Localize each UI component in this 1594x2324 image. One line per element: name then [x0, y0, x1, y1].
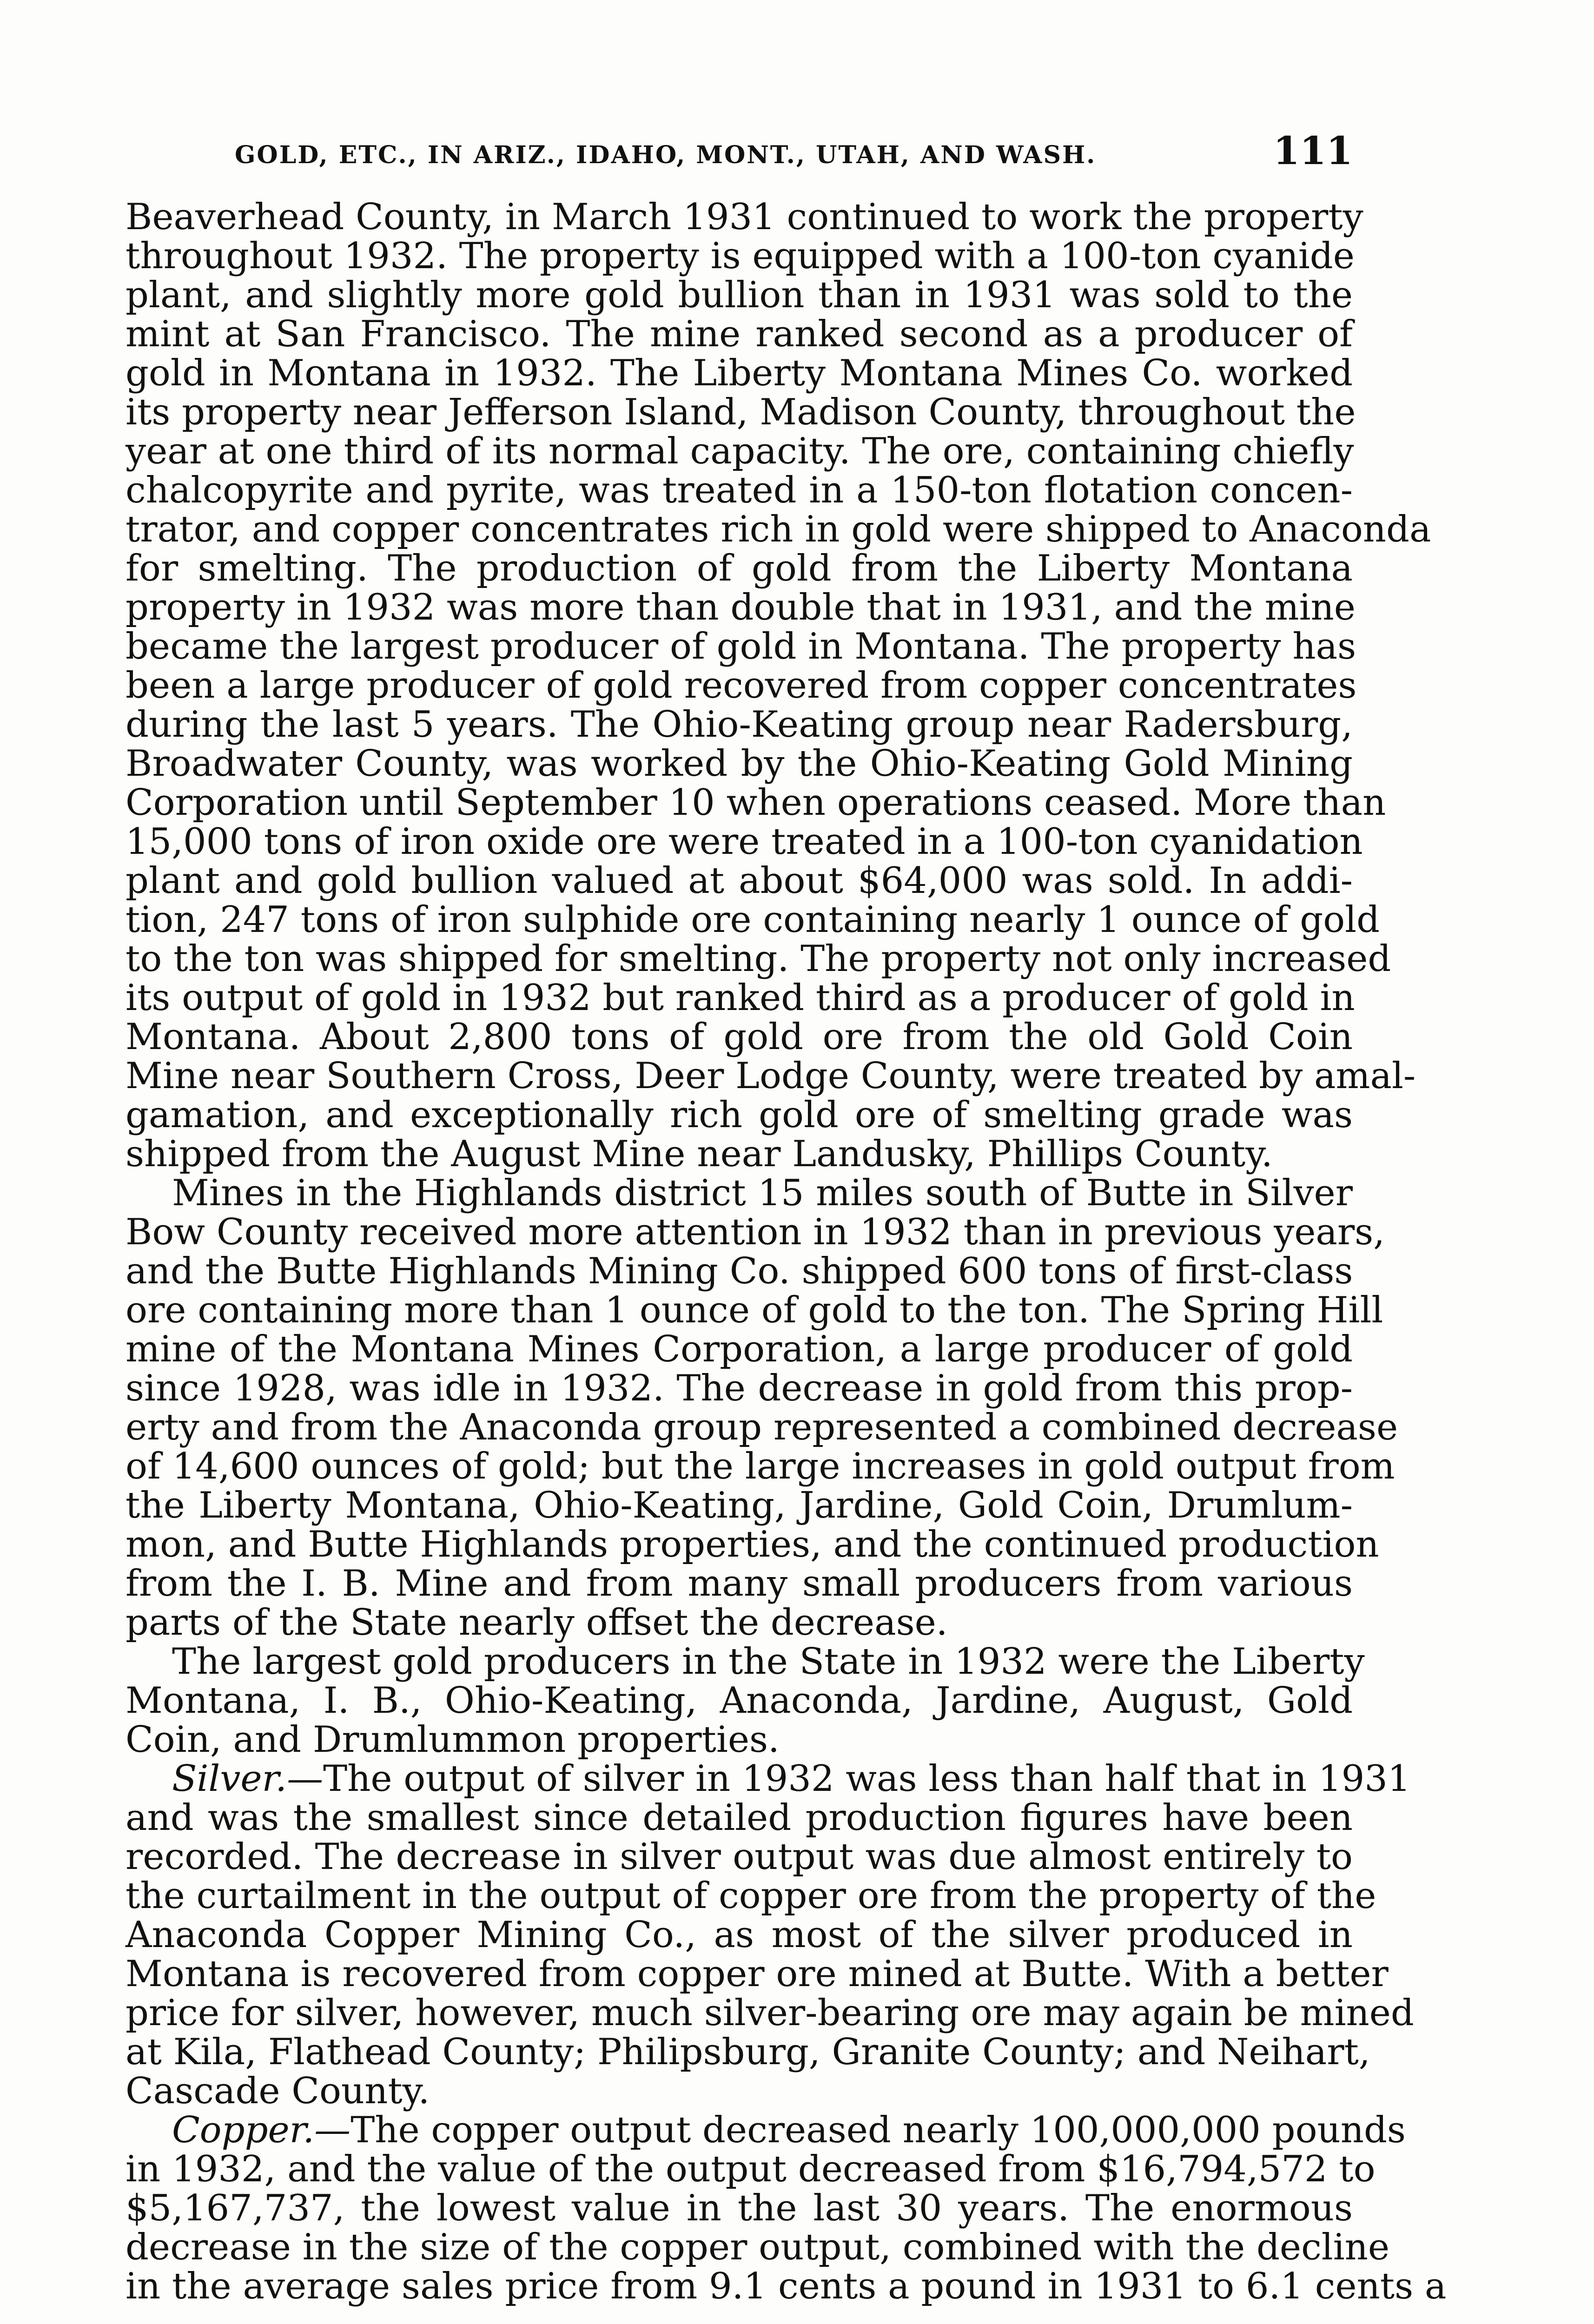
text-line: recorded. The decrease in silver output was due almost entirely to [126, 1836, 1353, 1878]
silver-line-text: The output of silver in 1932 was less than half that in 1931 [323, 1758, 1411, 1800]
text-line: plant, and slightly more gold bullion than in 1931 was sold to the [126, 274, 1353, 316]
text-line: at Kila, Flathead County; Philipsburg, Granite County; and Neihart, [126, 2031, 1370, 2073]
text-line: ore containing more than 1 ounce of gold to the ton. The Spring Hill [126, 1289, 1383, 1331]
text-line: mint at San Francisco. The mine ranked second as a producer of [126, 313, 1353, 355]
text-line: erty and from the Anaconda group represented a combined decrease [126, 1406, 1398, 1448]
text-line: since 1928, was idle in 1932. The decrease in gold from this prop- [126, 1367, 1353, 1409]
text-line: its property near Jefferson Island, Madison County, throughout the [126, 391, 1356, 433]
text-line: and was the smallest since detailed production figures have been [126, 1797, 1353, 1839]
text-line: 15,000 tons of iron oxide ore were treated in a 100-ton cyanidation [126, 821, 1363, 863]
text-line [126, 2109, 1406, 2151]
text-line: chalcopyrite and pyrite, was treated in a 150-ton flotation concen- [126, 469, 1353, 511]
text-line: in 1932, and the value of the output decreased from $16,794,572 to [126, 2148, 1376, 2190]
silver-heading: Silver.— [172, 1758, 324, 1800]
text-line: Cascade County. [126, 2070, 430, 2112]
text-line: shipped from the August Mine near Landusky, Phillips County. [126, 1133, 1273, 1175]
text-line: the curtailment in the output of copper ore from the property of the [126, 1875, 1376, 1917]
text-line: in the average sales price from 9.1 cents a pound in 1931 to 6.1 cents a [126, 2265, 1447, 2307]
text-line: The largest gold producers in the State in 1932 were the Liberty [172, 1641, 1365, 1683]
page-number: 111 [1273, 129, 1353, 173]
text-line: from the I. B. Mine and from many small producers from various [126, 1563, 1353, 1604]
text-line: Broadwater County, was worked by the Ohio-Keating Gold Mining [126, 743, 1353, 785]
text-line: and the Butte Highlands Mining Co. shipped 600 tons of first-class [126, 1250, 1353, 1292]
text-line: been a large producer of gold recovered from copper concentrates [126, 665, 1357, 706]
text-line: property in 1932 was more than double that in 1931, and the mine [126, 587, 1356, 628]
text-line [126, 1758, 1411, 1800]
text-line: during the last 5 years. The Ohio-Keating group near Radersburg, [126, 704, 1353, 746]
text-line: gold in Montana in 1932. The Liberty Montana Mines Co. worked [126, 352, 1353, 394]
copper-line-text: The copper output decreased nearly 100,000,000 pounds [351, 2109, 1406, 2151]
text-line: Bow County received more attention in 1932 than in previous years, [126, 1211, 1385, 1253]
text-line: of 14,600 ounces of gold; but the large increases in gold output from [126, 1446, 1395, 1487]
text-line: Corporation until September 10 when operations ceased. More than [126, 782, 1386, 824]
text-line: mine of the Montana Mines Corporation, a large producer of gold [126, 1328, 1353, 1370]
text-line: its output of gold in 1932 but ranked third as a producer of gold in [126, 977, 1355, 1019]
text-line: Mine near Southern Cross, Deer Lodge County, were treated by amal- [126, 1055, 1416, 1097]
text-line: decrease in the size of the copper output, combined with the decline [126, 2226, 1390, 2268]
text-line: the Liberty Montana, Ohio-Keating, Jardine, Gold Coin, Drumlum- [126, 1485, 1353, 1526]
text-line: mon, and Butte Highlands properties, and the continued production [126, 1524, 1379, 1565]
text-line: trator, and copper concentrates rich in gold were shipped to Anaconda [126, 508, 1431, 550]
text-line: price for silver, however, much silver-bearing ore may again be mined [126, 1992, 1414, 2034]
text-line: $5,167,737, the lowest value in the last 30 years. The enormous [126, 2187, 1353, 2229]
running-head [126, 119, 1353, 179]
text-line: tion, 247 tons of iron sulphide ore containing nearly 1 ounce of gold [126, 899, 1380, 941]
text-line: plant and gold bullion valued at about $64,000 was sold. In addi- [126, 860, 1353, 902]
text-line: Coin, and Drumlummon properties. [126, 1719, 780, 1761]
text-line: year at one third of its normal capacity. The ore, containing chiefly [126, 430, 1354, 472]
text-line: Mines in the Highlands district 15 miles south of Butte in Silver [172, 1172, 1353, 1214]
text-line: parts of the State nearly offset the decrease. [126, 1602, 948, 1644]
text-line: Montana is recovered from copper ore mined at Butte. With a better [126, 1953, 1389, 1995]
text-line: for smelting. The production of gold from the Liberty Montana [126, 548, 1353, 589]
text-line: Beaverhead County, in March 1931 continued to work the property [126, 196, 1363, 238]
text-line: throughout 1932. The property is equipped with a 100-ton cyanide [126, 235, 1355, 277]
text-line: gamation, and exceptionally rich gold ore of smelting grade was [126, 1094, 1353, 1136]
running-title: GOLD, ETC., IN ARIZ., IDAHO, MONT., UTAH, AND WASH. [235, 141, 1097, 169]
copper-heading: Copper.— [172, 2109, 351, 2151]
body-text [126, 196, 1447, 2307]
text-line: Montana. About 2,800 tons of gold ore from the old Gold Coin [126, 1016, 1353, 1058]
text-line: Montana, I. B., Ohio-Keating, Anaconda, Jardine, August, Gold [126, 1680, 1353, 1722]
text-line: became the largest producer of gold in Montana. The property has [126, 626, 1356, 667]
text-line: to the ton was shipped for smelting. The property not only increased [126, 938, 1391, 980]
text-line: Anaconda Copper Mining Co., as most of the silver produced in [126, 1914, 1353, 1956]
